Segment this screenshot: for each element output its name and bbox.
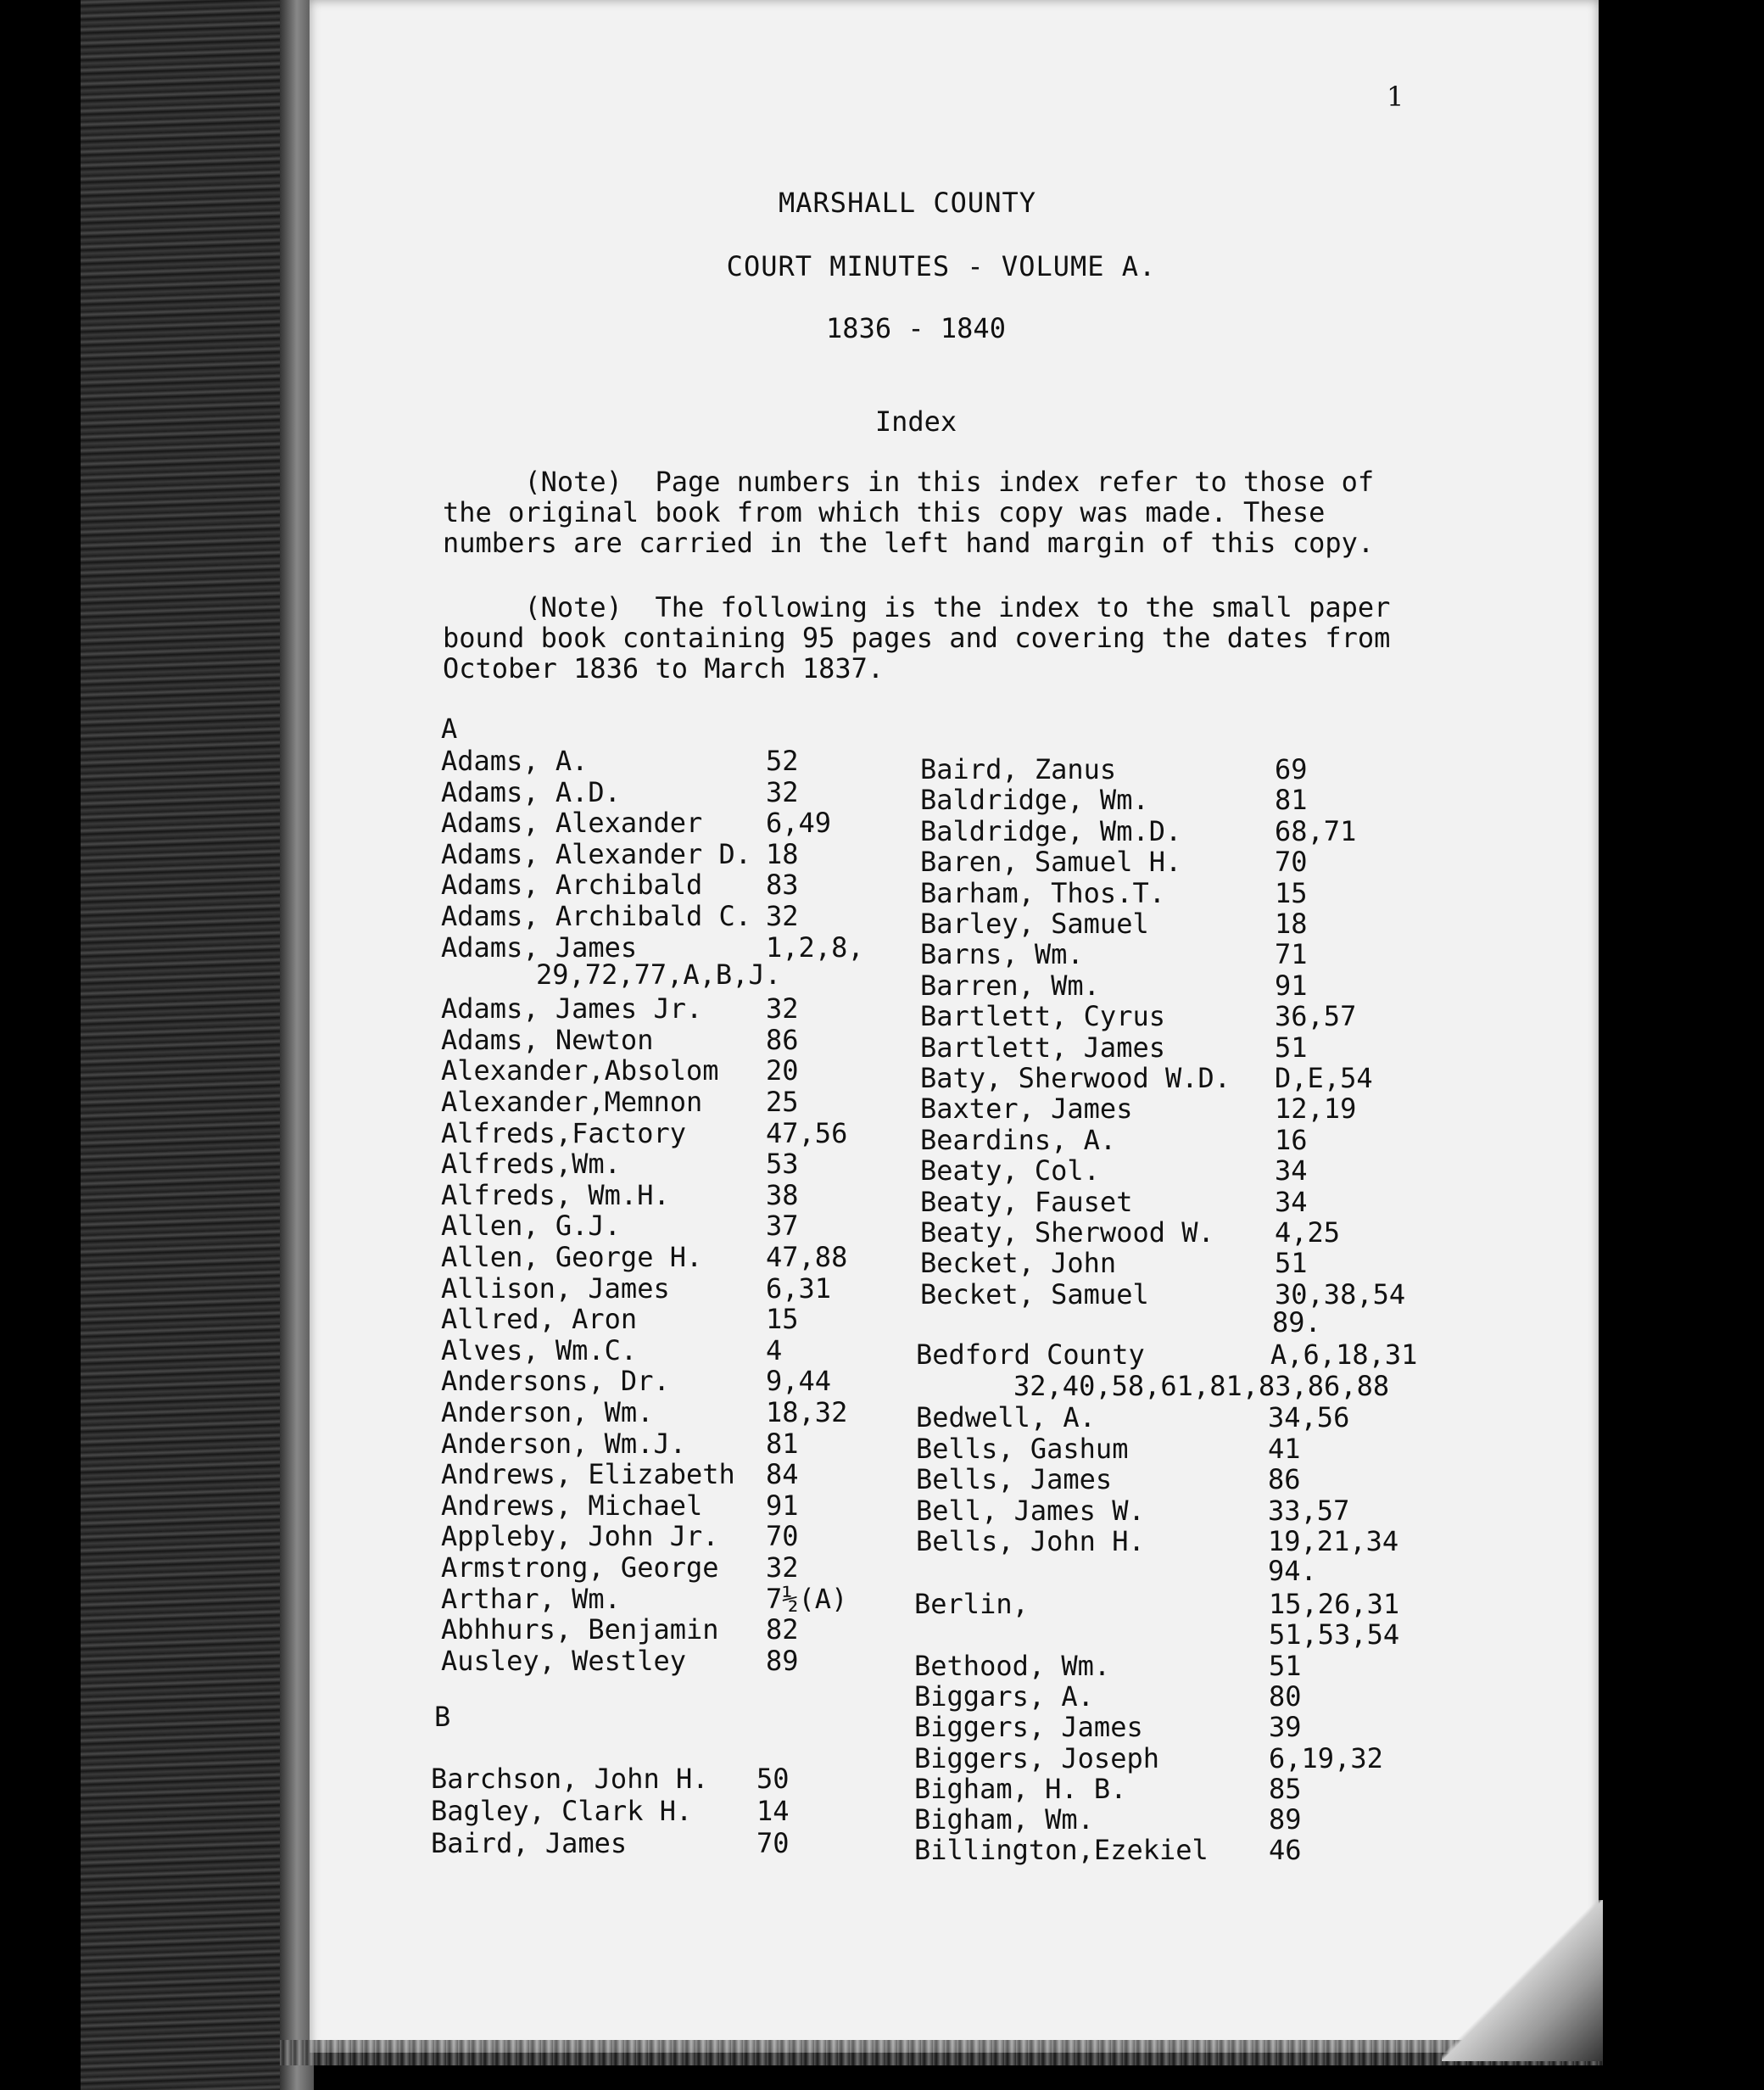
entry-name: Ausley, Westley: [441, 1644, 686, 1677]
entry-name: Adams, Alexander D.: [441, 837, 752, 870]
index-entry-berlin: [914, 1588, 1423, 1618]
index-entry: [914, 1834, 1440, 1867]
index-entry: [916, 1463, 1442, 1494]
entry-name: Anderson, Wm.: [441, 1396, 654, 1428]
document-title: MARSHALL COUNTY: [779, 187, 1036, 219]
entry-pages: 47,88: [766, 1241, 848, 1273]
entry-name: Alfreds,Wm.: [441, 1148, 621, 1181]
entry-pages: 18: [766, 837, 799, 870]
entry-name: Bells, James: [916, 1463, 1113, 1496]
entry-pages: 25: [766, 1086, 799, 1118]
entry-name: Biggars, A.: [914, 1680, 1094, 1713]
index-entry: [916, 1433, 1442, 1463]
index-entry: [441, 869, 967, 902]
page-number: 1: [1387, 81, 1404, 113]
entry-name: Alves, Wm.C.: [441, 1333, 638, 1366]
entry-name: Allison, James: [441, 1271, 670, 1305]
entry-pages: 69: [1275, 753, 1308, 785]
entry-pages: 47,56: [766, 1116, 848, 1149]
entry-name: Barren, Wm.: [920, 969, 1100, 1002]
index-entry: [431, 1827, 957, 1858]
entry-name: Alfreds,Factory: [441, 1116, 686, 1149]
entry-name: Barley, Samuel: [920, 908, 1149, 940]
entry-name: Beaty, Col.: [920, 1154, 1100, 1188]
entry-pages: 34: [1275, 1185, 1308, 1218]
index-entry: [920, 1000, 1446, 1031]
entry-pages: 4,25: [1275, 1216, 1341, 1249]
entry-pages: 33,57: [1268, 1494, 1350, 1527]
entry-name: Adams, Archibald: [441, 869, 703, 902]
entry-pages: 36,57: [1275, 1000, 1357, 1033]
index-entry: [441, 1179, 967, 1210]
index-entry: [441, 1365, 967, 1398]
entry-pages: 91: [766, 1489, 799, 1522]
entry-pages: 51: [1269, 1650, 1302, 1682]
entry-pages: 4: [766, 1333, 783, 1366]
entry-pages: 6,49: [766, 807, 832, 840]
index-entry: [914, 1711, 1440, 1744]
bells-continuation: 94.: [1268, 1555, 1317, 1587]
index-entry: [920, 1216, 1446, 1247]
index-entry: [431, 1795, 957, 1825]
entry-pages: 18,32: [766, 1396, 848, 1428]
entry-pages: 30,38,54: [1275, 1277, 1406, 1310]
entry-name: Bigham, H. B.: [914, 1772, 1127, 1805]
index-entry: [441, 1054, 967, 1085]
entry-pages: 70: [766, 1520, 799, 1553]
index-entry: [441, 1396, 967, 1427]
entry-name: Barham, Thos.T.: [920, 876, 1165, 909]
entry-name: Allen, George H.: [441, 1241, 703, 1273]
index-entry: [916, 1525, 1442, 1556]
entry-pages: 51: [1275, 1031, 1308, 1064]
entry-name: Barchson, John H.: [431, 1763, 709, 1795]
entry-name: Barns, Wm.: [920, 938, 1084, 971]
entry-pages: 41: [1268, 1432, 1301, 1465]
index-entry: [441, 1583, 967, 1613]
bedford-continuation: 32,40,58,61,81,83,86,88: [1013, 1370, 1390, 1402]
entry-pages: 89: [766, 1644, 799, 1677]
index-entry: [920, 1154, 1446, 1188]
entry-pages: 34,56: [1268, 1401, 1350, 1433]
entry-pages: 89: [1269, 1803, 1302, 1836]
index-entry: [920, 938, 1446, 969]
entry-name: Alexander,Memnon: [441, 1086, 703, 1118]
index-entry: [441, 1489, 967, 1520]
entry-name: Bells, John H.: [916, 1525, 1145, 1558]
index-entry: [441, 1303, 967, 1336]
index-entry: [914, 1650, 1440, 1680]
entry-name: Alexander,Absolom: [441, 1054, 719, 1087]
entry-pages: 32: [766, 992, 799, 1025]
index-entry: [441, 1334, 967, 1365]
entry-name: Bethood, Wm.: [914, 1650, 1111, 1682]
index-entry: [441, 1458, 967, 1489]
entry-name: Bells, Gashum: [916, 1432, 1129, 1465]
entry-pages: 84: [766, 1458, 799, 1491]
entry-pages: 70: [756, 1827, 790, 1859]
entry-pages: 50: [756, 1763, 790, 1795]
entry-name: Bartlett, Cyrus: [920, 1000, 1165, 1033]
index-entry: [914, 1803, 1440, 1834]
entry-name: Adams, A.D.: [441, 775, 621, 808]
index-entry: [441, 1117, 967, 1148]
document-dates: 1836 - 1840: [826, 312, 1006, 344]
index-entry: [920, 1031, 1446, 1062]
entry-name: Allen, G.J.: [441, 1210, 621, 1243]
index-entry: [441, 1645, 967, 1675]
index-entry: [441, 776, 967, 807]
becket-continuation: 89.: [1272, 1306, 1321, 1338]
entry-pages: 80: [1269, 1680, 1302, 1713]
entry-pages: 18: [1275, 908, 1308, 940]
entry-pages: 19,21,34: [1268, 1525, 1399, 1558]
entry-name: Bagley, Clark H.: [431, 1795, 693, 1827]
entry-pages: 12,19: [1275, 1092, 1357, 1126]
entry-name: Appleby, John Jr.: [441, 1520, 719, 1553]
entry-name: Billington,Ezekiel: [914, 1834, 1209, 1867]
index-entry: [441, 900, 967, 930]
entry-name: Baird, James: [431, 1827, 628, 1859]
index-entry: [441, 807, 967, 840]
index-entry: [920, 877, 1446, 908]
entry-name: Adams, Archibald C.: [441, 900, 752, 932]
entry-pages: 70: [1275, 846, 1308, 879]
entry-name: Berlin,: [914, 1588, 1029, 1620]
page-curl: [1442, 1900, 1603, 2061]
entry-pages: 15: [1275, 876, 1308, 909]
entry-pages: 86: [1268, 1463, 1301, 1496]
entry-name: Adams, James: [441, 930, 638, 964]
entry-name: Adams, Alexander: [441, 807, 703, 840]
entry-name: Bedford County: [916, 1338, 1145, 1371]
entry-pages: 51: [1275, 1247, 1308, 1280]
entry-pages: 39: [1269, 1711, 1302, 1744]
entry-pages: 15,26,31: [1269, 1588, 1400, 1620]
entry-name: Biggers, Joseph: [914, 1741, 1159, 1774]
index-entry: [920, 970, 1446, 1000]
entry-name: Armstrong, George: [441, 1551, 719, 1584]
entry-name: Alfreds, Wm.H.: [441, 1178, 670, 1211]
entry-pages: 15: [766, 1303, 799, 1336]
index-entry: [914, 1773, 1440, 1803]
entry-name: Bedwell, A.: [916, 1401, 1096, 1433]
index-entry: [916, 1495, 1442, 1525]
index-entry: [920, 753, 1446, 784]
index-entry-bedford: [916, 1338, 1425, 1369]
entry-pages: 14: [756, 1795, 790, 1827]
entry-pages: 81: [1275, 784, 1308, 817]
entry-name: Beardins, A.: [920, 1123, 1117, 1156]
entry-pages: 32: [766, 775, 799, 808]
section-letter-b: B: [434, 1701, 451, 1733]
entry-name: Anderson, Wm.J.: [441, 1427, 686, 1460]
index-entry: [441, 931, 967, 962]
entry-name: Becket, John: [920, 1247, 1117, 1280]
entry-pages: 81: [766, 1427, 799, 1460]
index-entry: [920, 815, 1446, 846]
index-entry: [441, 1272, 967, 1303]
entry-pages: 83: [766, 869, 799, 902]
entry-name: Abhhurs, Benjamin: [441, 1613, 719, 1646]
entry-name: Adams, A.: [441, 745, 589, 777]
entry-name: Bell, James W.: [916, 1494, 1145, 1527]
entry-pages: 16: [1275, 1123, 1308, 1156]
index-entry: [920, 1247, 1446, 1280]
entry-name: Becket, Samuel: [920, 1277, 1149, 1310]
index-entry: [441, 1520, 967, 1551]
index-entry: [914, 1680, 1440, 1711]
note-page-numbers: (Note) Page numbers in this index refer to those of the original book from which this copy was made. These numbers are carried in the left hand margin of this copy.: [443, 466, 1375, 559]
entry-pages: 9,44: [766, 1365, 832, 1398]
index-entry: [431, 1763, 957, 1793]
entry-name: Baldridge, Wm.: [920, 784, 1149, 817]
entry-pages: 91: [1275, 969, 1308, 1002]
entry-pages: 20: [766, 1054, 799, 1087]
note-small-book: (Note) The following is the index to the small paper bound book containing 95 pages and covering the dates from October 1836 to March 1837.: [443, 591, 1391, 685]
entry-pages: 6,19,32: [1269, 1741, 1383, 1774]
index-entry: [441, 838, 967, 869]
entry-pages: 86: [766, 1023, 799, 1056]
index-entry: [920, 846, 1446, 879]
index-entry: [441, 1210, 967, 1243]
entry-name: Adams, James Jr.: [441, 992, 703, 1025]
page-bottom-edge: [280, 2040, 1603, 2065]
entry-name: Baty, Sherwood W.D.: [920, 1062, 1231, 1094]
index-heading: Index: [874, 405, 957, 438]
index-entry: [916, 1401, 1442, 1432]
document-subtitle: COURT MINUTES - VOLUME A.: [726, 250, 1157, 282]
entry-name: Baxter, James: [920, 1092, 1133, 1126]
index-entry: [441, 1613, 967, 1644]
entry-name: Allred, Aron: [441, 1303, 638, 1336]
entry-pages: 32: [766, 1551, 799, 1584]
section-letter-a: A: [441, 712, 458, 745]
entry-pages: 46: [1269, 1834, 1302, 1867]
entry-pages: D,E,54: [1275, 1062, 1373, 1094]
entry-pages: 53: [766, 1148, 799, 1181]
entry-name: Arthar, Wm.: [441, 1582, 621, 1615]
entry-name: Bartlett, James: [920, 1031, 1165, 1064]
index-entry: [920, 1062, 1446, 1092]
index-entry: [441, 1086, 967, 1116]
entry-name: Beaty, Sherwood W.: [920, 1216, 1214, 1249]
entry-pages: 32: [766, 900, 799, 932]
index-entry: [441, 1551, 967, 1582]
index-entry: [920, 908, 1446, 938]
entry-pages: 68,71: [1275, 814, 1357, 847]
index-entry: [441, 1241, 967, 1271]
entry-pages: 34: [1275, 1154, 1308, 1188]
entry-pages: 38: [766, 1178, 799, 1211]
index-entry: [920, 1278, 1446, 1309]
entry-pages: A,6,18,31: [1270, 1338, 1418, 1371]
index-entry: [441, 745, 967, 775]
index-entry: [920, 784, 1446, 817]
index-entry: [920, 1186, 1446, 1216]
entry-name: Andrews, Michael: [441, 1489, 703, 1522]
entry-pages: 1,2,8,: [766, 930, 864, 964]
berlin-continuation: 51,53,54: [1269, 1618, 1400, 1651]
entry-pages: 52: [766, 745, 799, 777]
index-entry: [920, 1092, 1446, 1126]
entry-pages: 82: [766, 1613, 799, 1646]
entry-name: Biggers, James: [914, 1711, 1143, 1744]
index-entry: [441, 1428, 967, 1458]
index-entry: [441, 992, 967, 1023]
index-entry: [441, 1148, 967, 1181]
index-entry: [920, 1124, 1446, 1154]
entry-name: Beaty, Fauset: [920, 1185, 1133, 1218]
entry-pages: 85: [1269, 1772, 1302, 1805]
entry-pages: 71: [1275, 938, 1308, 971]
index-entry: [441, 1024, 967, 1054]
entry-name: Baren, Samuel H.: [920, 846, 1182, 879]
entry-pages: 6,31: [766, 1271, 832, 1305]
entry-name: Andersons, Dr.: [441, 1365, 670, 1398]
entry-name: Andrews, Elizabeth: [441, 1458, 735, 1491]
entry-name: Bigham, Wm.: [914, 1803, 1094, 1836]
entry-name: Adams, Newton: [441, 1023, 654, 1056]
entry-name: Baldridge, Wm.D.: [920, 814, 1182, 847]
index-entry: [914, 1742, 1440, 1773]
entry-pages: 7½(A): [766, 1582, 848, 1615]
entry-pages: 37: [766, 1210, 799, 1243]
adams-james-continuation: 29,72,77,A,B,J.: [536, 958, 781, 991]
entry-name: Baird, Zanus: [920, 753, 1117, 785]
